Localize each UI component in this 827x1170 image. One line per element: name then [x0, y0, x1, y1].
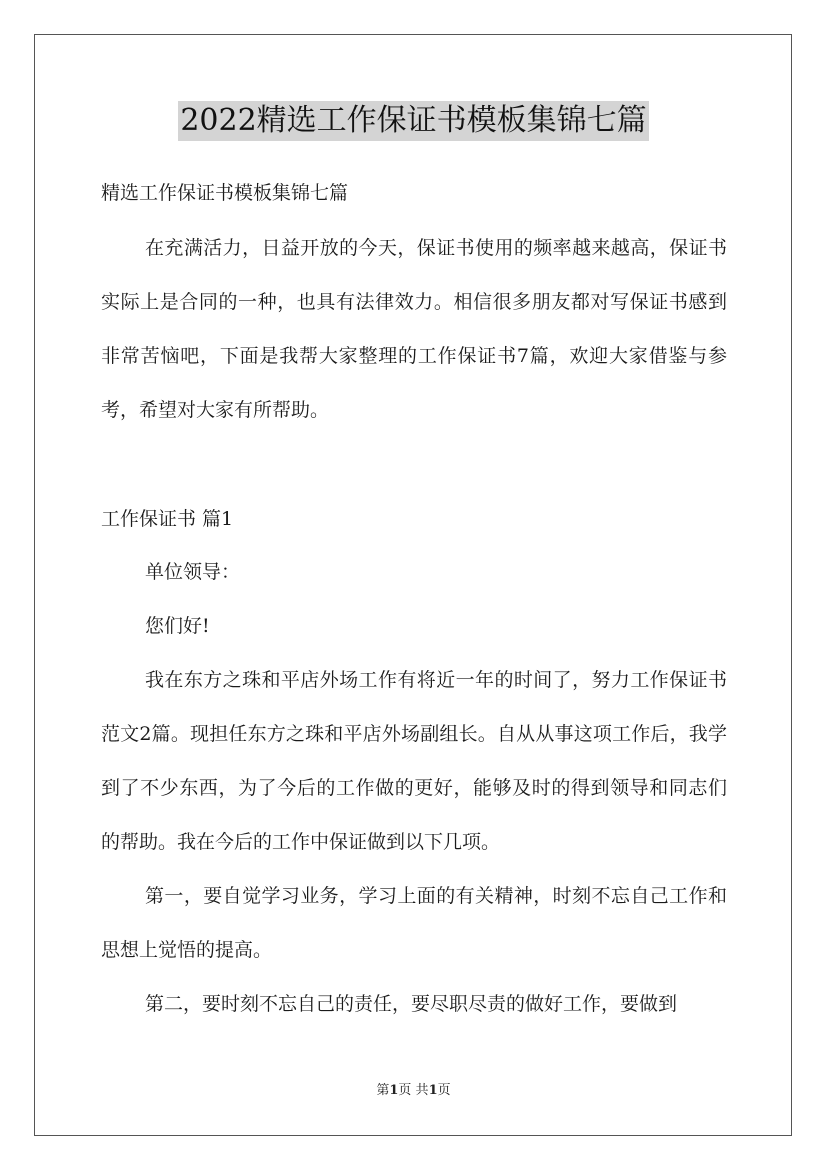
footer-current-page: 1 — [389, 1083, 399, 1098]
section-heading: 工作保证书 篇1 — [101, 508, 234, 530]
footer-suffix: 页 — [437, 1083, 451, 1098]
greeting-line: 您们好! — [145, 615, 210, 637]
title-container — [0, 101, 827, 141]
footer-mid: 页 共 — [398, 1083, 429, 1098]
footer-total-pages: 1 — [428, 1083, 438, 1098]
salutation-line: 单位领导： — [145, 561, 241, 583]
body-paragraph-2: 第一，要自觉学习业务，学习上面的有关精神，时刻不忘自己工作和思想上觉悟的提高。 — [101, 885, 727, 961]
body-paragraph-3: 第二，要时刻不忘自己的责任，要尽职尽责的做好工作，要做到 — [145, 993, 678, 1015]
document-subtitle: 精选工作保证书模板集锦七篇 — [101, 182, 349, 204]
body-paragraph-1: 我在东方之珠和平店外场工作有将近一年的时间了，努力工作保证书范文2篇。现担任东方之珠和平店外场副组长。自从从事这项工作后，我学到了不少东西，为了今后的工作做的更好，能够及时的得到领导和同志们的帮助。我在今后的工作中保证做到以下几项。 — [101, 669, 727, 853]
document-title: 2022精选工作保证书模板集锦七篇 — [178, 101, 648, 141]
footer-prefix: 第 — [376, 1083, 390, 1098]
intro-paragraph: 在充满活力，日益开放的今天，保证书使用的频率越来越高，保证书实际上是合同的一种，也具有法律效力。相信很多朋友都对写保证书感到非常苦恼吧，下面是我帮大家整理的工作保证书7篇，欢迎大家借鉴与参考，希望对大家有所帮助。 — [101, 237, 727, 421]
page-footer — [0, 1081, 827, 1101]
